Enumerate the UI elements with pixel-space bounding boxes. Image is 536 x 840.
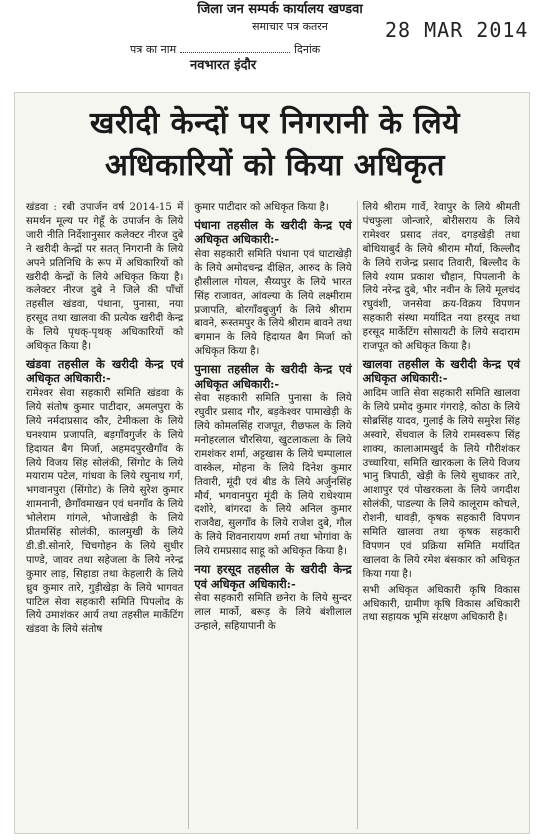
headline <box>25 103 525 187</box>
section-pandhana-title: पंधाना तहसील के खरीदी केन्द्र एवं अधिकृत अधिकारी:- <box>194 217 352 247</box>
dotted-line <box>180 52 290 53</box>
headline-line-2: अधिकारियों को किया अधिकृत <box>104 148 446 183</box>
closing-paragraph: सभी अधिकृत अधिकारी कृषि विकास अधिकारी, ग्रामीण कृषि विकास अधिकारी तथा सहायक भूमि संरक्षण अधिकारी है। <box>362 584 520 624</box>
section-khalwa-title: खालवा तहसील के खरीदी केन्द्र एवं अधिकृत अधिकारी:- <box>362 356 520 386</box>
headline-line-1: खरीदी केन्दों पर निगरानी के लिये <box>89 106 461 141</box>
paper-name: नवभारत इंदौर <box>190 58 257 73</box>
column-2 <box>188 201 356 829</box>
column-2-continuation: कुमार पाटीदार को अधिकृत किया है। <box>194 202 329 213</box>
section-punasa-body: सेवा सहकारी समिति पुनासा के लिये रघुवीर प्रसाद गौर, बड़केश्वर पामाखेड़ी के लिये कोमलसिंह राजपूत, रीछफल के लिये मनोहरलाल चौरसिया, खुटलाकला के लिये रामशंकर शर्मा, अट्टखास के लिये चम्पालाल वास्केल, मोहना के लिये दिनेश कुमार तिवारी, मूंदी एवं बीड के लिये अर्जुनसिंह मौर्य, भगवानपुरा मूंदी के लिये राधेश्याम दशोरे, बांगरदा के लिये अनिल कुमार राजवैद्य, सुलगाँव के लिये राजेश दुबे, गौल के लिये शिवनारायण शर्मा तथा भोगांवा के लिये रामप्रसाद साहू को अधिकृत किया है। <box>194 393 352 558</box>
column-1 <box>21 201 188 829</box>
article-columns <box>21 201 525 829</box>
office-title: जिला जन सम्पर्क कार्यालय खण्डवा <box>197 2 363 17</box>
section-pandhana-body: सेवा सहकारी समिति पंधाना एवं घाटाखेड़ी के लिये अमोदचन्द्र दीक्षित, आरुद के लिये हौसीलाल गोयल, सैय्यपुर के लिये भारत सिंह राजावत, आंवल्या के लिये लक्ष्मीराम प्रजापति, बोरगाँवबुजुर्ग के लिये श्रीराम बावने, रूस्तमपुर के लिये श्रीराम बावने तथा बगमान के लिये हिदायत बैग मिर्जा को अधिकृत किया है। <box>194 248 352 358</box>
section-punasa-title: पुनासा तहसील के खरीदी केन्द्र एवं अधिकृत अधिकारी:- <box>194 362 352 391</box>
column-3-continuation: लिये श्रीराम गार्वे, रेवापुर के लिये श्रीमती पंचफुला जोन्जारे, बोरीसराय के लिये रामेश्वर प्रसाद तंवर, दगड़खेड़ी तथा बोथियाबुर्द के लिये श्रीराम मौर्या, किल्लौद के लिये राजेन्द्र प्रसाद तिवारी, बिल्लौद के लिये श्याम प्रकाश चौहान, पिपलानी के लिये नरेन्द्र दुबे, भीर नवीन के लिये मूलचंद रघुवंशी, जनसेवा क्रय-विक्रय विपणन सहकारी संस्था मर्यादित नया हरसूद तथा हरसूद मार्केटिंग सोसायटी के लिये सदाराम राजपूत को अधिकृत किया है। <box>362 202 520 353</box>
date-stamp: 28 MAR 2014 <box>385 18 529 42</box>
date-label: दिनांक <box>294 43 321 56</box>
section-naya-harsud-body: सेवा सहकारी समिति छनेरा के लिये सुन्दर लाल मार्को, बरूड़ के लिये बंशीलाल उन्हाले, सहियापानी के <box>194 593 352 632</box>
news-clipping <box>14 92 530 834</box>
column-3 <box>357 201 525 829</box>
section-khandwa-title: खंडवा तहसील के खरीदी केन्द्र एवं अधिकृत अधिकारी:- <box>26 356 184 386</box>
section-naya-harsud-title: नया हरसूद तहसील के खरीदी केन्द्र एवं अधिकृत अधिकारी:- <box>194 562 352 591</box>
section-khalwa-body: आदिम जाति सेवा सहकारी समिति खालवा के लिये प्रमोद कुमार गंगराड़े, कोठा के लिये सोब्रसिंह यादव, गुलाई के लिये समुरेश सिंह अस्वारे, सेंधवाल के लिये रामस्वरूप सिंह शाक्य, कालाआमखुर्द के लिये गौरीशंकर उच्चारिया, समिति खारकला के लिये विजय भानु त्रिपाठी, खेड़ी के लिये सुधाकर तारे, आशापुर एवं पोखरकला के लिये जगदीश सोलंकी, पाडल्या के लिये कालूराम कोचले, रोशनी, धावड़ी, कृषक सहकारी विपणन समिति खालवा तथा कृषक सहकारी विपणन एवं प्रक्रिया समिति मर्यादित खालवा के लिये रमेश बंसकार को अधिकृत किया गया है। <box>362 387 520 580</box>
paper-label: पत्र का नाम <box>130 43 177 56</box>
intro-paragraph: खंडवा : रबी उपार्जन वर्ष 2014-15 में समर्थन मूल्य पर गेहूँ के उपार्जन के लिये जारी नीति निर्देशानुसार कलेक्टर नीरज दुबे ने खरीदी केन्द्रों पर सतत् निगरानी के लिये अपने प्रतिनिधि के रूप में अधिकारियों को खरीदी केन्द्रों के लिये अधिकृत किया है। कलेक्टर नीरज दुबे ने जिले की पाँचों तहसील खंडवा, पंधाना, पुनासा, नया हरसूद तथा खालवा की प्रत्येक खरीदी केन्द्र के लिये पृथक्-पृथक् अधिकारियों को अधिकृत किया है। <box>26 202 184 353</box>
clipping-subtitle: समाचार पत्र कतरन <box>252 20 328 33</box>
section-khandwa-body: रामेश्वर सेवा सहकारी समिति खंडवा के लिये संतोष कुमार पाटीदार, अमलपुरा के लिये नर्मदाप्रसाद कौर, टेमीकला के लिये घनश्याम प्रजापति, बड़गाँवगुर्जर के लिये हिदायत बैग मिर्जा, अहमदपुरखैगाँव के लिये विजय सिंह सोलंकी, सिंगोट के लिये मयाराम पटेल, गांधवा के लिये रघुनाथ गर्ग, भगवानपुरा (सिंगोट) के लिये सुरेश कुमार शामनानी, छैगाँवमाखन एवं धनगाँव के लिये भोलेराम गांगले, भोजाखेड़ी के लिये प्रीतमसिंह सोलंकी, कालमुखी के लिये डी.डी.सोनारे, चिचगोहन के लिये सुधीर पाण्डे, जावर तथा सहेजला के लिये नरेन्द्र कुमार लाड़, सिहाडा तथा केहलारी के लिये ध्रुव कुमार तारे, गुड़ीखेड़ा के लिये भागवत पाटिल सेवा सहकारी समिति पिपलोद के लिये उमाशंकर आर्य तथा तहसील मार्केटिंग खंडवा के लिये संतोष <box>26 387 184 636</box>
